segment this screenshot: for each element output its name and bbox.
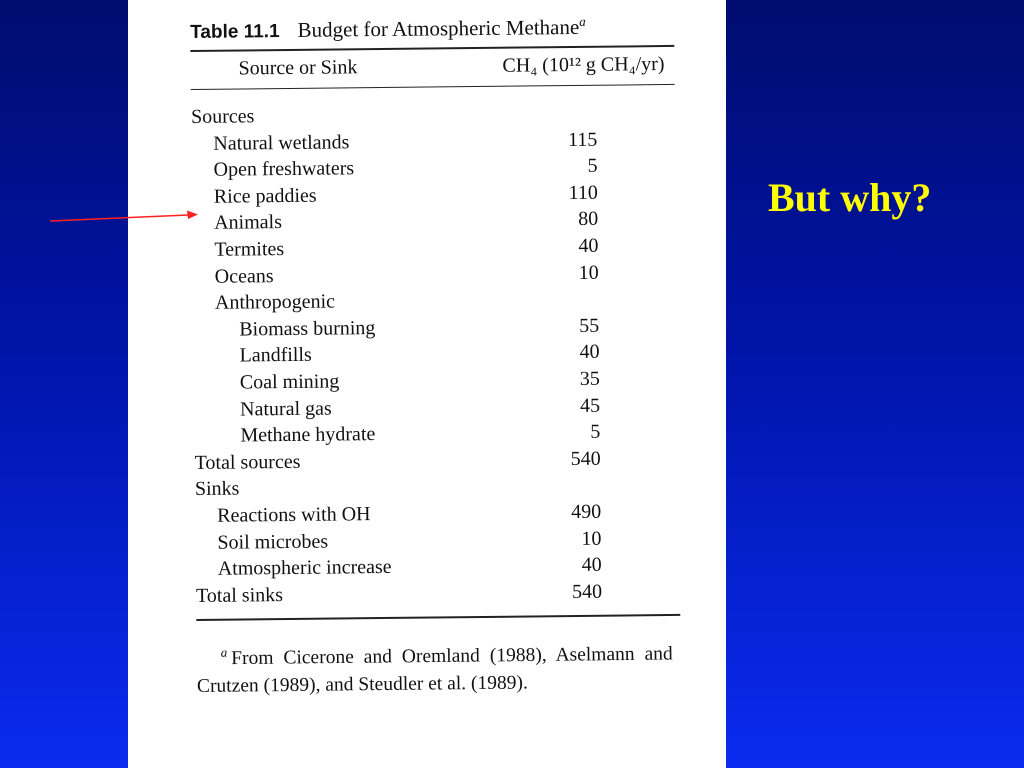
row-value: 35 [579,367,600,390]
footnote-marker: a [220,644,228,660]
row-value [539,286,599,313]
row-value: 540 [571,580,603,603]
table-title [190,13,674,44]
row-value [541,472,601,499]
row-value: 45 [579,394,601,417]
table-header-row [190,47,674,83]
row-label: Sinks [194,477,240,501]
table-row [196,578,680,610]
row-value: 10 [578,261,599,284]
row-label: Natural wetlands [213,130,350,155]
row-label: Methane hydrate [240,423,376,447]
row-label: Open freshwaters [213,157,355,181]
row-label: Soil microbes [217,530,329,554]
table-footnote [197,634,674,699]
title-note-marker: a [579,13,586,29]
callout-text: But why? [768,175,932,220]
header-rule [191,84,675,90]
row-label: Animals [214,211,283,235]
row-value: 115 [567,128,598,151]
row-value: 40 [578,234,599,257]
row-value [537,100,597,127]
row-label: Atmospheric increase [217,556,392,580]
row-value: 5 [590,420,601,443]
row-value: 110 [568,181,598,204]
table-body [191,99,680,609]
row-label: Landfills [239,344,312,367]
row-value: 540 [570,447,601,470]
row-label: Biomass burning [239,316,376,341]
table-title-text: Budget for Atmospheric Methane [297,14,580,42]
header-value: CH₄ (10¹² g CH₄/yr) [502,53,665,77]
row-label: Anthropogenic [214,290,336,314]
row-label: Total sources [194,450,301,474]
row-label: Rice paddies [213,184,317,208]
row-label: Termites [214,237,285,261]
scanned-table-page [128,0,726,768]
row-value: 80 [578,208,599,231]
row-label: Sources [190,105,255,128]
row-label: Total sinks [195,583,284,607]
row-value: 40 [581,553,602,577]
row-label: Coal mining [239,370,340,394]
row-value: 40 [579,341,600,364]
row-label: Natural gas [239,397,332,421]
row-value: 490 [571,500,602,523]
footnote-text: From Cicerone and Oremland (1988), Aselmann and Crutzen (1989), and Steudler et al. (1989). [196,643,673,697]
row-label: Reactions with OH [217,503,371,527]
row-label: Oceans [214,264,274,288]
row-value: 5 [587,154,598,178]
pointer-arrow-icon [48,206,200,226]
header-source: Source or Sink [238,56,358,80]
table-number: Table 11.1 [190,21,280,43]
row-value: 55 [579,314,600,337]
row-value: 10 [581,527,602,550]
table-content [190,13,681,700]
bottom-rule [196,614,680,621]
